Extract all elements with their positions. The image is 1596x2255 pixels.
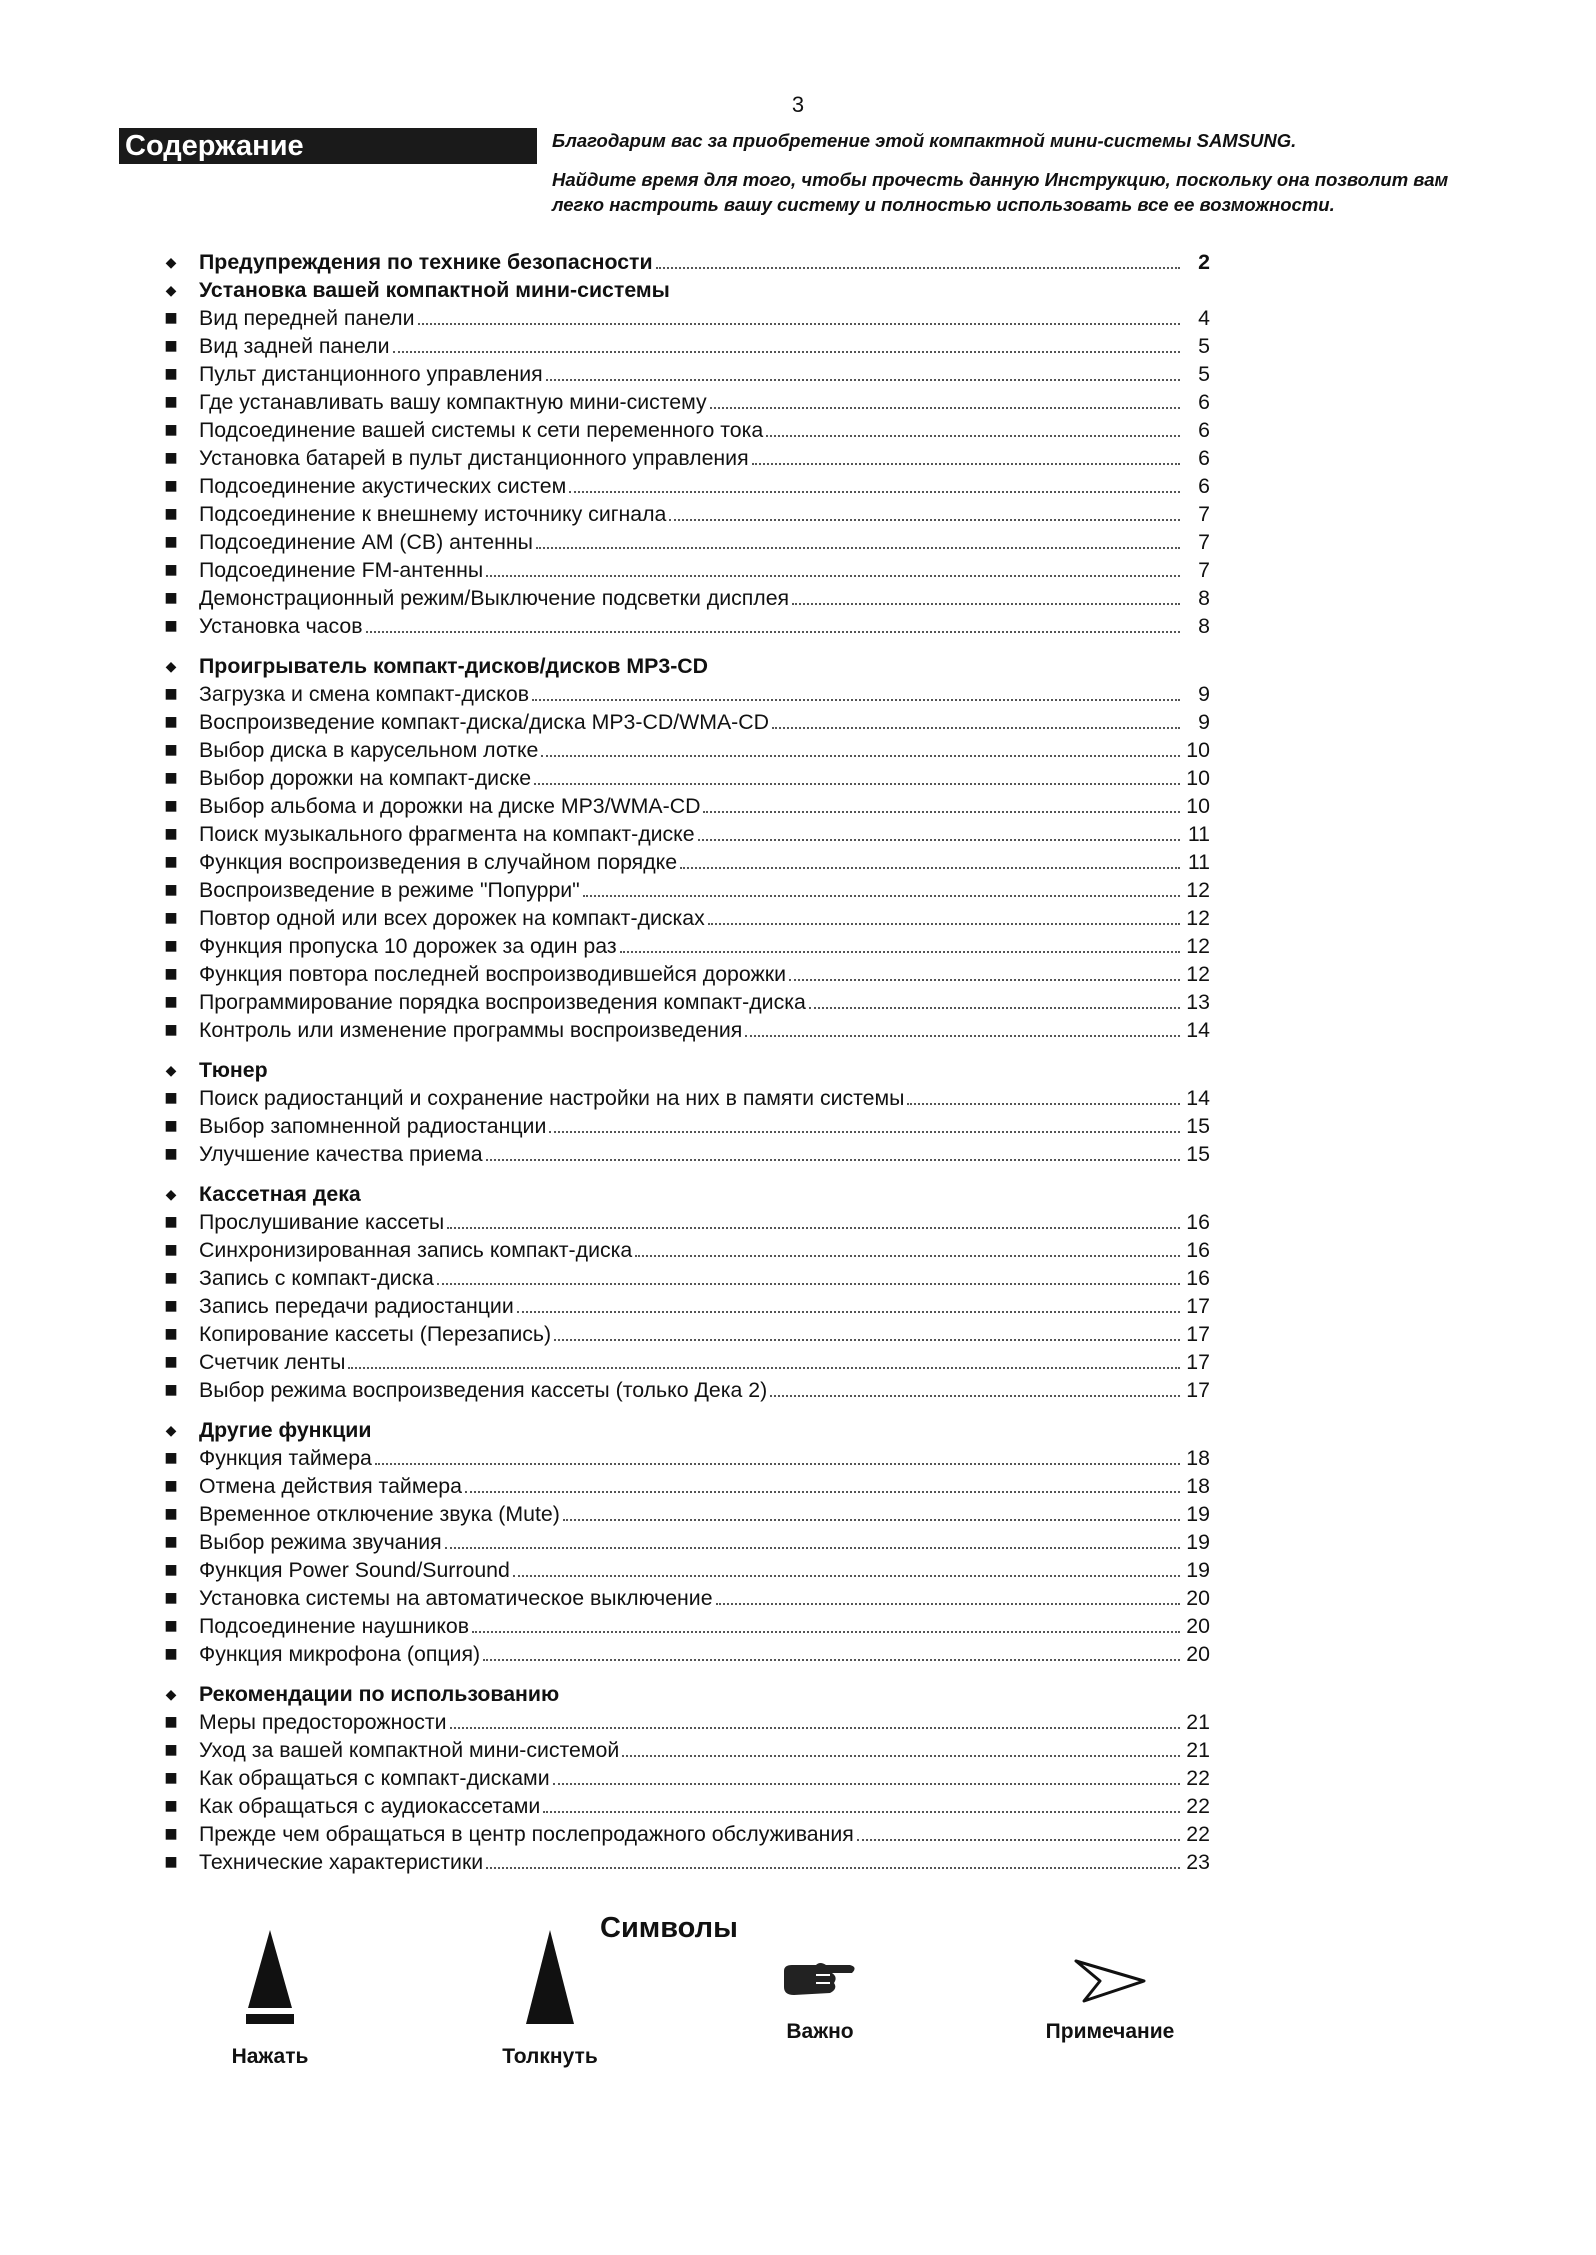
- page-title: Содержание: [119, 128, 537, 164]
- toc-item: [160, 556, 1210, 584]
- toc-label: Установка вашей компактной мини-системы: [199, 278, 670, 302]
- square-bullet-icon: ■: [164, 1085, 178, 1110]
- dot-leader: [620, 950, 1180, 953]
- square-bullet-icon: ■: [164, 529, 178, 554]
- square-bullet-icon: ■: [164, 1849, 178, 1874]
- toc-label: Выбор альбома и дорожки на диске MP3/WMA-CD: [199, 794, 701, 818]
- dot-leader: [745, 1034, 1180, 1037]
- toc-page-number: 22: [1186, 1822, 1210, 1846]
- toc-label: Демонстрационный режим/Выключение подсветки дисплея: [199, 586, 790, 610]
- toc-page-number: 14: [1186, 1018, 1210, 1042]
- toc-page-number: 20: [1186, 1586, 1210, 1610]
- square-bullet-icon: ■: [164, 1349, 178, 1374]
- page-number: 3: [791, 92, 805, 117]
- toc-label: Меры предосторожности: [199, 1710, 447, 1734]
- toc-item: [160, 1472, 1210, 1500]
- toc-label: Выбор режима воспроизведения кассеты (только Дека 2): [199, 1378, 768, 1402]
- dot-leader: [583, 894, 1180, 897]
- toc-item: [160, 876, 1210, 904]
- dot-leader: [532, 698, 1180, 701]
- dot-leader: [546, 378, 1180, 381]
- toc-item: [160, 1792, 1210, 1820]
- square-bullet-icon: ■: [164, 1529, 178, 1554]
- toc-page-number: 12: [1186, 906, 1210, 930]
- toc-label: Поиск радиостанций и сохранение настройки на них в памяти системы: [199, 1086, 905, 1110]
- square-bullet-icon: ■: [164, 1141, 178, 1166]
- square-bullet-icon: ■: [164, 557, 178, 582]
- dot-leader: [553, 1782, 1180, 1785]
- toc-label: Счетчик ленты: [199, 1350, 346, 1374]
- toc-label: Выбор дорожки на компакт-диске: [199, 766, 532, 790]
- toc-label: Функция повтора последней воспроизводившейся дорожки: [199, 962, 786, 986]
- square-bullet-icon: ■: [164, 1765, 178, 1790]
- toc-label: Вид передней панели: [199, 306, 415, 330]
- dot-leader: [393, 350, 1181, 353]
- toc-page-number: 21: [1186, 1710, 1210, 1734]
- toc-item: [160, 332, 1210, 360]
- square-bullet-icon: ■: [164, 1209, 178, 1234]
- toc-item: [160, 472, 1210, 500]
- toc-label: Функция микрофона (опция): [199, 1642, 481, 1666]
- square-bullet-icon: ■: [164, 473, 178, 498]
- toc-page-number: 4: [1198, 306, 1210, 330]
- diamond-bullet-icon: ◆: [165, 658, 177, 674]
- square-bullet-icon: ■: [164, 793, 178, 818]
- toc-page-number: 23: [1186, 1850, 1210, 1874]
- diamond-bullet-icon: ◆: [165, 254, 177, 270]
- square-bullet-icon: ■: [164, 389, 178, 414]
- toc-item: [160, 1612, 1210, 1640]
- toc-item: [160, 1236, 1210, 1264]
- toc-section: [160, 276, 1210, 304]
- toc-label: Как обращаться с аудиокассетами: [199, 1794, 541, 1818]
- symbol-press: [200, 1930, 340, 2069]
- toc-label: Отмена действия таймера: [199, 1474, 462, 1498]
- square-bullet-icon: ■: [164, 361, 178, 386]
- toc-label: Другие функции: [199, 1418, 372, 1442]
- dot-leader: [472, 1630, 1180, 1633]
- toc-page-number: 12: [1186, 878, 1210, 902]
- toc-page-number: 8: [1198, 614, 1210, 638]
- dot-leader: [766, 434, 1180, 437]
- toc-label: Выбор запомненной радиостанции: [199, 1114, 547, 1138]
- toc-item: [160, 444, 1210, 472]
- toc-label: Подсоединение наушников: [199, 1614, 470, 1638]
- dot-leader: [541, 754, 1180, 757]
- square-bullet-icon: ■: [164, 933, 178, 958]
- toc-item: [160, 1208, 1210, 1236]
- toc-page-number: 16: [1186, 1210, 1210, 1234]
- press-icon: [240, 1930, 300, 2030]
- toc-item: [160, 1500, 1210, 1528]
- dot-leader: [517, 1310, 1180, 1313]
- toc-label: Предупреждения по технике безопасности: [199, 250, 653, 274]
- square-bullet-icon: ■: [164, 1557, 178, 1582]
- toc-page-number: 5: [1198, 334, 1210, 358]
- dot-leader: [907, 1102, 1180, 1105]
- toc-label: Установка часов: [199, 614, 363, 638]
- toc-item: [160, 500, 1210, 528]
- intro-text: [552, 128, 1482, 231]
- dot-leader: [698, 838, 1180, 841]
- toc-page-number: 7: [1198, 530, 1210, 554]
- toc-item: [160, 1584, 1210, 1612]
- dot-leader: [857, 1838, 1180, 1841]
- toc-label: Повтор одной или всех дорожек на компакт-дисках: [199, 906, 705, 930]
- toc-page-number: 13: [1186, 990, 1210, 1014]
- diamond-bullet-icon: ◆: [165, 1062, 177, 1078]
- toc-item: [160, 820, 1210, 848]
- toc-section: [160, 1056, 1210, 1084]
- dot-leader: [809, 1006, 1180, 1009]
- toc-label: Уход за вашей компактной мини-системой: [199, 1738, 620, 1762]
- toc-item: [160, 1264, 1210, 1292]
- toc-item: [160, 1112, 1210, 1140]
- square-bullet-icon: ■: [164, 501, 178, 526]
- symbol-label: Примечание: [1045, 2020, 1175, 2043]
- toc-page-number: 21: [1186, 1738, 1210, 1762]
- dot-leader: [789, 978, 1180, 981]
- toc-section: [160, 1680, 1210, 1708]
- toc-label: Проигрыватель компакт-дисков/дисков MP3-CD: [199, 654, 709, 678]
- dot-leader: [680, 866, 1180, 869]
- push-icon: [520, 1930, 580, 2030]
- toc-label: Функция таймера: [199, 1446, 372, 1470]
- toc-label: Подсоединение к внешнему источнику сигнала: [199, 502, 667, 526]
- toc-label: Установка системы на автоматическое выключение: [199, 1586, 713, 1610]
- square-bullet-icon: ■: [164, 1473, 178, 1498]
- toc-section: [160, 1180, 1210, 1208]
- diamond-bullet-icon: ◆: [165, 1422, 177, 1438]
- dot-leader: [486, 574, 1180, 577]
- toc-page-number: 11: [1187, 822, 1210, 846]
- toc-label: Программирование порядка воспроизведения компакт-диска: [199, 990, 806, 1014]
- toc-label: Как обращаться с компакт-дисками: [199, 1766, 550, 1790]
- toc-page-number: 18: [1186, 1474, 1210, 1498]
- toc-item: [160, 1444, 1210, 1472]
- dot-leader: [716, 1602, 1180, 1605]
- toc-item: [160, 1708, 1210, 1736]
- toc-page-number: 20: [1186, 1642, 1210, 1666]
- toc-label: Пульт дистанционного управления: [199, 362, 543, 386]
- toc-page-number: 10: [1186, 766, 1210, 790]
- note-arrow-icon: [1070, 1955, 1150, 2005]
- dot-leader: [703, 810, 1180, 813]
- toc-page-number: 12: [1186, 934, 1210, 958]
- toc-label: Контроль или изменение программы воспроизведения: [199, 1018, 743, 1042]
- toc-page-number: 22: [1186, 1794, 1210, 1818]
- square-bullet-icon: ■: [164, 333, 178, 358]
- square-bullet-icon: ■: [164, 1321, 178, 1346]
- diamond-bullet-icon: ◆: [165, 1686, 177, 1702]
- table-of-contents: [160, 248, 1210, 1876]
- dot-leader: [447, 1226, 1180, 1229]
- square-bullet-icon: ■: [164, 1265, 178, 1290]
- toc-label: Прежде чем обращаться в центр послепродажного обслуживания: [199, 1822, 854, 1846]
- toc-item: [160, 1820, 1210, 1848]
- square-bullet-icon: ■: [164, 681, 178, 706]
- dot-leader: [669, 518, 1180, 521]
- pointing-hand-icon: [780, 1955, 860, 2005]
- toc-item: [160, 1084, 1210, 1112]
- toc-label: Рекомендации по использованию: [199, 1682, 560, 1706]
- toc-item: [160, 1320, 1210, 1348]
- toc-item: [160, 388, 1210, 416]
- square-bullet-icon: ■: [164, 305, 178, 330]
- square-bullet-icon: ■: [164, 1821, 178, 1846]
- toc-section: [160, 652, 1210, 680]
- square-bullet-icon: ■: [164, 445, 178, 470]
- square-bullet-icon: ■: [164, 1237, 178, 1262]
- toc-label: Подсоединение AM (CB) антенны: [199, 530, 533, 554]
- toc-label: Загрузка и смена компакт-дисков: [199, 682, 530, 706]
- square-bullet-icon: ■: [164, 821, 178, 846]
- toc-label: Функция воспроизведения в случайном порядке: [199, 850, 678, 874]
- toc-label: Функция пропуска 10 дорожек за один раз: [199, 934, 617, 958]
- toc-item: [160, 1736, 1210, 1764]
- dot-leader: [486, 1866, 1180, 1869]
- dot-leader: [513, 1574, 1180, 1577]
- square-bullet-icon: ■: [164, 1293, 178, 1318]
- square-bullet-icon: ■: [164, 417, 178, 442]
- diamond-bullet-icon: ◆: [165, 1186, 177, 1202]
- square-bullet-icon: ■: [164, 1501, 178, 1526]
- toc-label: Тюнер: [199, 1058, 268, 1082]
- toc-label: Выбор диска в карусельном лотке: [199, 738, 539, 762]
- toc-label: Кассетная дека: [199, 1182, 361, 1206]
- toc-page-number: 6: [1198, 418, 1210, 442]
- toc-page-number: 17: [1186, 1322, 1210, 1346]
- toc-page-number: 17: [1186, 1294, 1210, 1318]
- toc-item: [160, 1528, 1210, 1556]
- toc-page-number: 16: [1186, 1266, 1210, 1290]
- toc-label: Синхронизированная запись компакт-диска: [199, 1238, 633, 1262]
- toc-section: [160, 1416, 1210, 1444]
- toc-label: Поиск музыкального фрагмента на компакт-диске: [199, 822, 695, 846]
- toc-item: [160, 680, 1210, 708]
- square-bullet-icon: ■: [164, 737, 178, 762]
- toc-label: Подсоединение FM-антенны: [199, 558, 484, 582]
- square-bullet-icon: ■: [164, 1113, 178, 1138]
- dot-leader: [708, 922, 1180, 925]
- dot-leader: [710, 406, 1180, 409]
- symbol-label: Нажать: [231, 2045, 309, 2068]
- square-bullet-icon: ■: [164, 1793, 178, 1818]
- dot-leader: [569, 490, 1180, 493]
- square-bullet-icon: ■: [164, 961, 178, 986]
- dot-leader: [486, 1158, 1180, 1161]
- toc-item: [160, 960, 1210, 988]
- toc-page-number: 5: [1198, 362, 1210, 386]
- dot-leader: [483, 1658, 1180, 1661]
- toc-label: Воспроизведение компакт-диска/диска MP3-CD/WMA-CD: [199, 710, 770, 734]
- toc-page-number: 15: [1186, 1114, 1210, 1138]
- symbol-push: [480, 1930, 620, 2069]
- toc-page-number: 7: [1198, 558, 1210, 582]
- square-bullet-icon: ■: [164, 1709, 178, 1734]
- toc-label: Вид задней панели: [199, 334, 390, 358]
- dot-leader: [465, 1490, 1180, 1493]
- dot-leader: [656, 266, 1180, 269]
- symbol-label: Толкнуть: [502, 2045, 598, 2068]
- dot-leader: [772, 726, 1180, 729]
- symbol-label: Важно: [786, 2020, 854, 2043]
- symbols-heading: Символы: [600, 1912, 738, 1944]
- toc-item: [160, 1764, 1210, 1792]
- toc-page-number: 6: [1198, 390, 1210, 414]
- toc-page-number: 7: [1198, 502, 1210, 526]
- symbol-note: [1020, 1955, 1200, 2044]
- toc-item: [160, 304, 1210, 332]
- toc-item: [160, 708, 1210, 736]
- toc-label: Прослушивание кассеты: [199, 1210, 445, 1234]
- toc-item: [160, 792, 1210, 820]
- dot-leader: [536, 546, 1180, 549]
- toc-label: Функция Power Sound/Surround: [199, 1558, 510, 1582]
- toc-page-number: 2: [1198, 250, 1210, 274]
- dot-leader: [418, 322, 1181, 325]
- dot-leader: [543, 1810, 1180, 1813]
- toc-page-number: 19: [1186, 1502, 1210, 1526]
- toc-item: [160, 848, 1210, 876]
- dot-leader: [792, 602, 1180, 605]
- toc-label: Копирование кассеты (Перезапись): [199, 1322, 552, 1346]
- toc-item: [160, 1016, 1210, 1044]
- square-bullet-icon: ■: [164, 1737, 178, 1762]
- toc-section: [160, 248, 1210, 276]
- toc-item: [160, 1556, 1210, 1584]
- toc-item: [160, 1848, 1210, 1876]
- dot-leader: [622, 1754, 1180, 1757]
- square-bullet-icon: ■: [164, 1017, 178, 1042]
- toc-item: [160, 932, 1210, 960]
- toc-item: [160, 1640, 1210, 1668]
- toc-item: [160, 360, 1210, 388]
- toc-page-number: 18: [1186, 1446, 1210, 1470]
- toc-item: [160, 764, 1210, 792]
- square-bullet-icon: ■: [164, 709, 178, 734]
- square-bullet-icon: ■: [164, 765, 178, 790]
- dot-leader: [534, 782, 1180, 785]
- toc-page-number: 16: [1186, 1238, 1210, 1262]
- dot-leader: [445, 1546, 1180, 1549]
- toc-item: [160, 612, 1210, 640]
- toc-label: Улучшение качества приема: [199, 1142, 483, 1166]
- square-bullet-icon: ■: [164, 1613, 178, 1638]
- toc-item: [160, 528, 1210, 556]
- toc-page-number: 6: [1198, 446, 1210, 470]
- diamond-bullet-icon: ◆: [165, 282, 177, 298]
- toc-item: [160, 736, 1210, 764]
- toc-item: [160, 904, 1210, 932]
- toc-page-number: 14: [1186, 1086, 1210, 1110]
- toc-item: [160, 988, 1210, 1016]
- toc-item: [160, 1140, 1210, 1168]
- toc-label: Запись с компакт-диска: [199, 1266, 434, 1290]
- toc-item: [160, 416, 1210, 444]
- square-bullet-icon: ■: [164, 989, 178, 1014]
- toc-page-number: 19: [1186, 1530, 1210, 1554]
- intro-paragraph: Найдите время для того, чтобы прочесть данную Инструкцию, поскольку она позволит вам легко настроить вашу систему и полностью использовать все ее возможности.: [552, 169, 1449, 215]
- toc-page-number: 9: [1198, 710, 1210, 734]
- dot-leader: [635, 1254, 1180, 1257]
- toc-page-number: 15: [1186, 1142, 1210, 1166]
- toc-page-number: 20: [1186, 1614, 1210, 1638]
- dot-leader: [437, 1282, 1180, 1285]
- toc-label: Запись передачи радиостанции: [199, 1294, 514, 1318]
- toc-page-number: 8: [1198, 586, 1210, 610]
- toc-page-number: 10: [1186, 738, 1210, 762]
- toc-label: Подсоединение акустических систем: [199, 474, 567, 498]
- toc-label: Технические характеристики: [199, 1850, 484, 1874]
- toc-page-number: 9: [1198, 682, 1210, 706]
- dot-leader: [348, 1366, 1180, 1369]
- toc-page-number: 17: [1186, 1350, 1210, 1374]
- toc-page-number: 17: [1186, 1378, 1210, 1402]
- toc-label: Выбор режима звучания: [199, 1530, 442, 1554]
- symbol-important: [760, 1955, 880, 2044]
- toc-item: [160, 1376, 1210, 1404]
- toc-item: [160, 1348, 1210, 1376]
- square-bullet-icon: ■: [164, 849, 178, 874]
- toc-page-number: 22: [1186, 1766, 1210, 1790]
- toc-label: Подсоединение вашей системы к сети переменного тока: [199, 418, 764, 442]
- toc-label: Временное отключение звука (Mute): [199, 1502, 560, 1526]
- toc-page-number: 6: [1198, 474, 1210, 498]
- intro-paragraph: Благодарим вас за приобретение этой компактной мини-системы SAMSUNG.: [552, 130, 1297, 151]
- toc-item: [160, 1292, 1210, 1320]
- square-bullet-icon: ■: [164, 1445, 178, 1470]
- dot-leader: [752, 462, 1180, 465]
- dot-leader: [375, 1462, 1180, 1465]
- toc-item: [160, 584, 1210, 612]
- dot-leader: [770, 1394, 1180, 1397]
- toc-page-number: 19: [1186, 1558, 1210, 1582]
- toc-page-number: 10: [1186, 794, 1210, 818]
- toc-label: Установка батарей в пульт дистанционного управления: [199, 446, 749, 470]
- dot-leader: [366, 630, 1180, 633]
- square-bullet-icon: ■: [164, 1377, 178, 1402]
- toc-label: Воспроизведение в режиме "Попурри": [199, 878, 580, 902]
- dot-leader: [554, 1338, 1180, 1341]
- square-bullet-icon: ■: [164, 585, 178, 610]
- toc-label: Где устанавливать вашу компактную мини-систему: [199, 390, 707, 414]
- dot-leader: [563, 1518, 1180, 1521]
- toc-page-number: 12: [1186, 962, 1210, 986]
- square-bullet-icon: ■: [164, 1585, 178, 1610]
- square-bullet-icon: ■: [164, 877, 178, 902]
- square-bullet-icon: ■: [164, 905, 178, 930]
- square-bullet-icon: ■: [164, 1641, 178, 1666]
- dot-leader: [549, 1130, 1180, 1133]
- square-bullet-icon: ■: [164, 613, 178, 638]
- dot-leader: [450, 1726, 1180, 1729]
- toc-page-number: 11: [1187, 850, 1210, 874]
